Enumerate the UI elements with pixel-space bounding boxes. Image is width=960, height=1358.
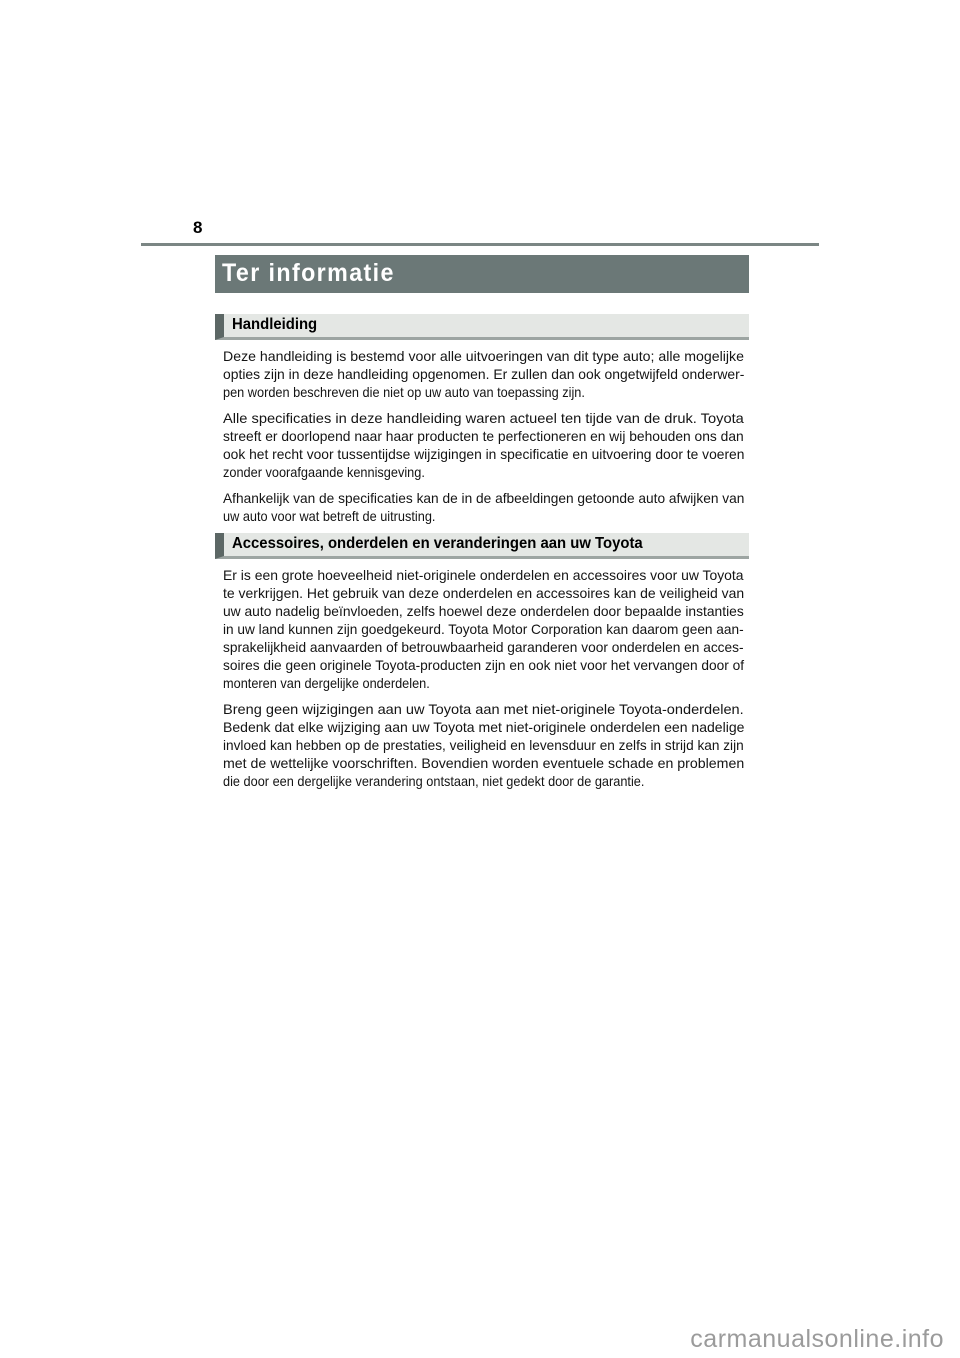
- text-line: te verkrijgen. Het gebruik van deze onderdelen en accessoires kan de veiligheid van: [223, 585, 745, 601]
- section-heading-bar: [215, 314, 749, 340]
- text-line: in uw land kunnen zijn goedgekeurd. Toyota Motor Corporation kan daarom geen aan-: [223, 621, 744, 637]
- text-line: sprakelijkheid aanvaarden of betrouwbaarheid garanderen voor onderdelen en acces-: [223, 639, 744, 655]
- chapter-title: Ter informatie: [222, 259, 395, 287]
- text-line: monteren van dergelijke onderdelen.: [223, 675, 430, 691]
- text-line-row: [223, 638, 744, 656]
- text-line-row: [223, 409, 744, 427]
- section-heading-bar: [215, 533, 749, 559]
- text-line-row: [223, 620, 744, 638]
- text-line: opties zijn in deze handleiding opgenomen. Er zullen dan ook ongetwijfeld onderwer-: [223, 366, 745, 382]
- text-line-row: [223, 347, 744, 365]
- chapter-title-bar: [215, 255, 749, 293]
- sections-container: [215, 293, 749, 790]
- text-line: pen worden beschreven die niet op uw auto van toepassing zijn.: [223, 384, 585, 400]
- paragraph: [223, 347, 744, 401]
- page-content: [215, 255, 749, 798]
- section-body: [223, 340, 744, 525]
- watermark: carmanualsonline.info: [690, 1325, 944, 1353]
- paragraph: [223, 489, 744, 525]
- text-line-row: [223, 463, 744, 481]
- text-line: Afhankelijk van de specificaties kan de in de afbeeldingen getoonde auto afwijken van: [223, 490, 745, 506]
- text-line: streeft er doorlopend naar haar producten te perfectioneren en wij behouden ons dan: [223, 428, 744, 444]
- text-line-row: [223, 445, 744, 463]
- text-line: uw auto nadelig beïnvloeden, zelfs hoewel deze onderdelen door bepaalde instanties: [223, 603, 744, 619]
- text-line-row: [223, 584, 744, 602]
- text-line-row: [223, 674, 744, 692]
- text-line-row: [223, 736, 744, 754]
- paragraph: [223, 700, 744, 790]
- page-number: 8: [193, 218, 203, 237]
- text-line-row: [223, 383, 744, 401]
- text-line-row: [223, 754, 744, 772]
- text-line: invloed kan hebben op de prestaties, veiligheid en levensduur en zelfs in strijd kan zijn: [223, 737, 744, 753]
- text-line: zonder voorafgaande kennisgeving.: [223, 464, 425, 480]
- text-line: soires die geen originele Toyota-producten zijn en ook niet voor het vervangen door of: [223, 657, 745, 673]
- paragraph: [223, 409, 744, 481]
- section: [215, 533, 749, 790]
- text-line-row: [223, 700, 744, 718]
- text-line-row: [223, 718, 744, 736]
- paragraph: [223, 566, 744, 692]
- text-line-row: [223, 602, 744, 620]
- header-rule: [141, 243, 819, 246]
- text-line: Bedenk dat elke wijziging aan uw Toyota met niet-originele onderdelen een nadelige: [223, 719, 745, 735]
- section-heading: Accessoires, onderdelen en veranderingen aan uw Toyota: [232, 535, 643, 552]
- section: [215, 314, 749, 525]
- text-line-row: [223, 365, 744, 383]
- text-line: Alle specificaties in deze handleiding waren actueel ten tijde van de druk. Toyota: [223, 410, 744, 426]
- section-heading: Handleiding: [232, 316, 318, 333]
- text-line-row: [223, 507, 744, 525]
- text-line: uw auto voor wat betreft de uitrusting.: [223, 508, 436, 524]
- text-line-row: [223, 566, 744, 584]
- text-line: Breng geen wijzigingen aan uw Toyota aan met niet-originele Toyota-onderdelen.: [223, 701, 744, 717]
- text-line: ook het recht voor tussentijdse wijzigingen in specificatie en uitvoering door te voeren: [223, 446, 745, 462]
- text-line-row: [223, 489, 744, 507]
- section-body: [223, 559, 744, 790]
- text-line: met de wettelijke voorschriften. Bovendien worden eventuele schade en problemen: [223, 755, 745, 771]
- text-line: Deze handleiding is bestemd voor alle uitvoeringen van dit type auto; alle mogelijke: [223, 348, 744, 364]
- text-line-row: [223, 656, 744, 674]
- text-line-row: [223, 427, 744, 445]
- text-line: die door een dergelijke verandering ontstaan, niet gedekt door de garantie.: [223, 773, 645, 789]
- text-line-row: [223, 772, 744, 790]
- text-line: Er is een grote hoeveelheid niet-originele onderdelen en accessoires voor uw Toyota: [223, 567, 744, 583]
